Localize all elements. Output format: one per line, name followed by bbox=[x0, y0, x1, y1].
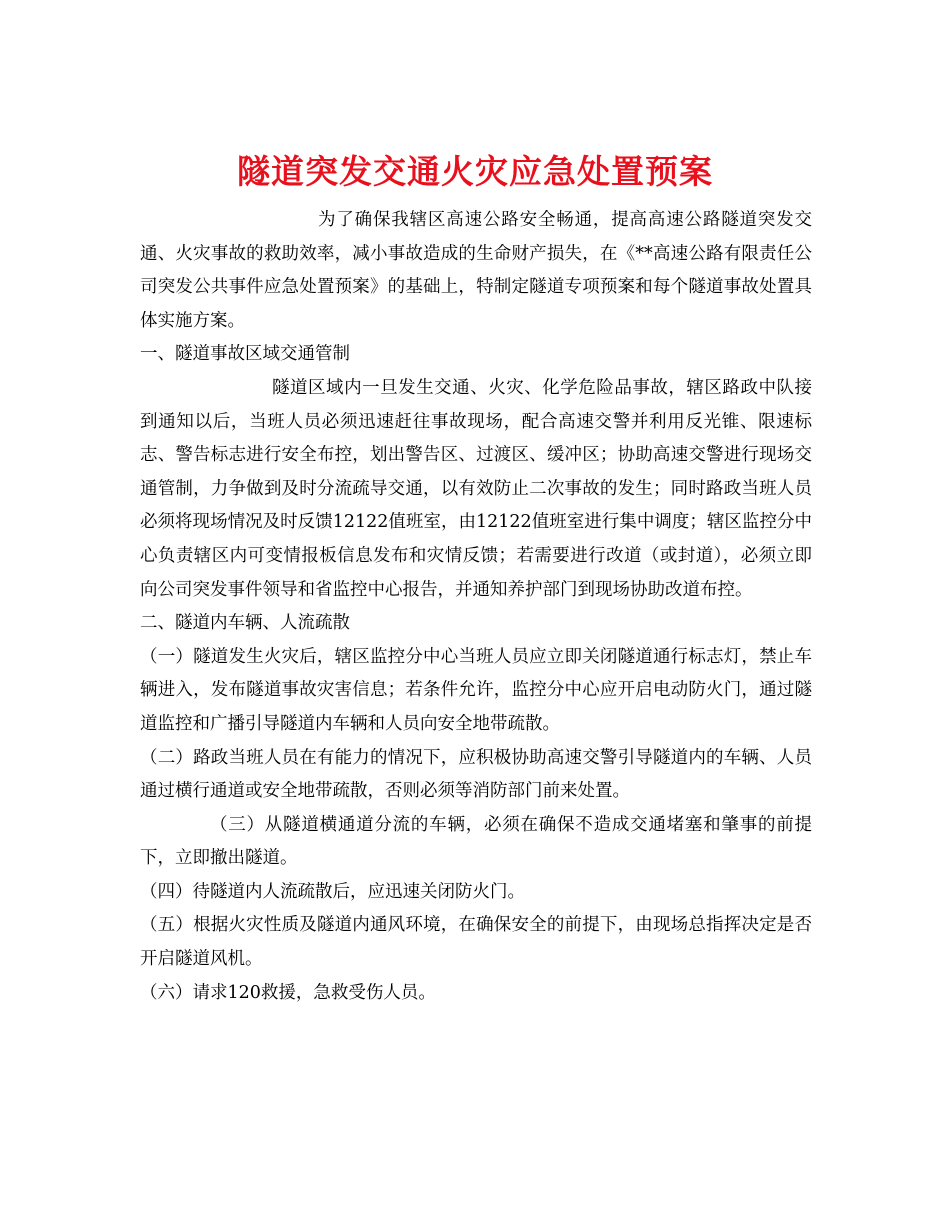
document-body bbox=[140, 204, 812, 1010]
item-6-paragraph: （六）请求120救援，急救受伤人员。 bbox=[140, 982, 436, 1003]
document-title: 隧道突发交通火灾应急处置预案 bbox=[237, 152, 713, 192]
item-3-paragraph: （三）从隧道横通道分流的车辆，必须在确保不造成交通堵塞和肇事的前提下，立即撤出隧道。 bbox=[140, 814, 812, 869]
item-2-paragraph: （二）路政当班人员在有能力的情况下，应积极协助高速交警引导隧道内的车辆、人员通过横行通道或安全地带疏散，否则必须等消防部门前来处置。 bbox=[140, 747, 812, 802]
intro-paragraph: 为了确保我辖区高速公路安全畅通，提高高速公路隧道突发交通、火灾事故的救助效率，减小事故造成的生命财产损失，在《**高速公路有限责任公司突发公共事件应急处置预案》的基础上，特制定隧道专项预案和每个隧道事故处置具体实施方案。 bbox=[140, 210, 812, 331]
section-1-paragraph: 隧道区域内一旦发生交通、火灾、化学危险品事故，辖区路政中队接到通知以后，当班人员必须迅速赶往事故现场，配合高速交警并利用反光锥、限速标志、警告标志进行安全布控，划出警告区、过渡区、缓冲区；协助高速交警进行现场交通管制，力争做到及时分流疏导交通，以有效防止二次事故的发生；同时路政当班人员必须将现场情况及时反馈12122值班室，由12122值班室进行集中调度；辖区监控分中心负责辖区内可变情报板信息发布和灾情反馈；若需要进行改道（或封道），必须立即向公司突发事件领导和省监控中心报告，并通知养护部门到现场协助改道布控。 bbox=[140, 377, 812, 600]
item-4-paragraph: （四）待隧道内人流疏散后，应迅速关闭防火门。 bbox=[140, 881, 525, 902]
item-1-paragraph: （一）隧道发生火灾后，辖区监控分中心当班人员应立即关闭隧道通行标志灯，禁止车辆进入，发布隧道事故灾害信息；若条件允许，监控分中心应开启电动防火门，通过隧道监控和广播引导隧道内车辆和人员向安全地带疏散。 bbox=[140, 646, 812, 734]
section-heading-2: 二、隧道内车辆、人流疏散 bbox=[140, 613, 350, 634]
item-5-paragraph: （五）根据火灾性质及隧道内通风环境，在确保安全的前提下，由现场总指挥决定是否开启隧道风机。 bbox=[140, 915, 812, 970]
section-heading-1: 一、隧道事故区域交通管制 bbox=[140, 344, 350, 365]
